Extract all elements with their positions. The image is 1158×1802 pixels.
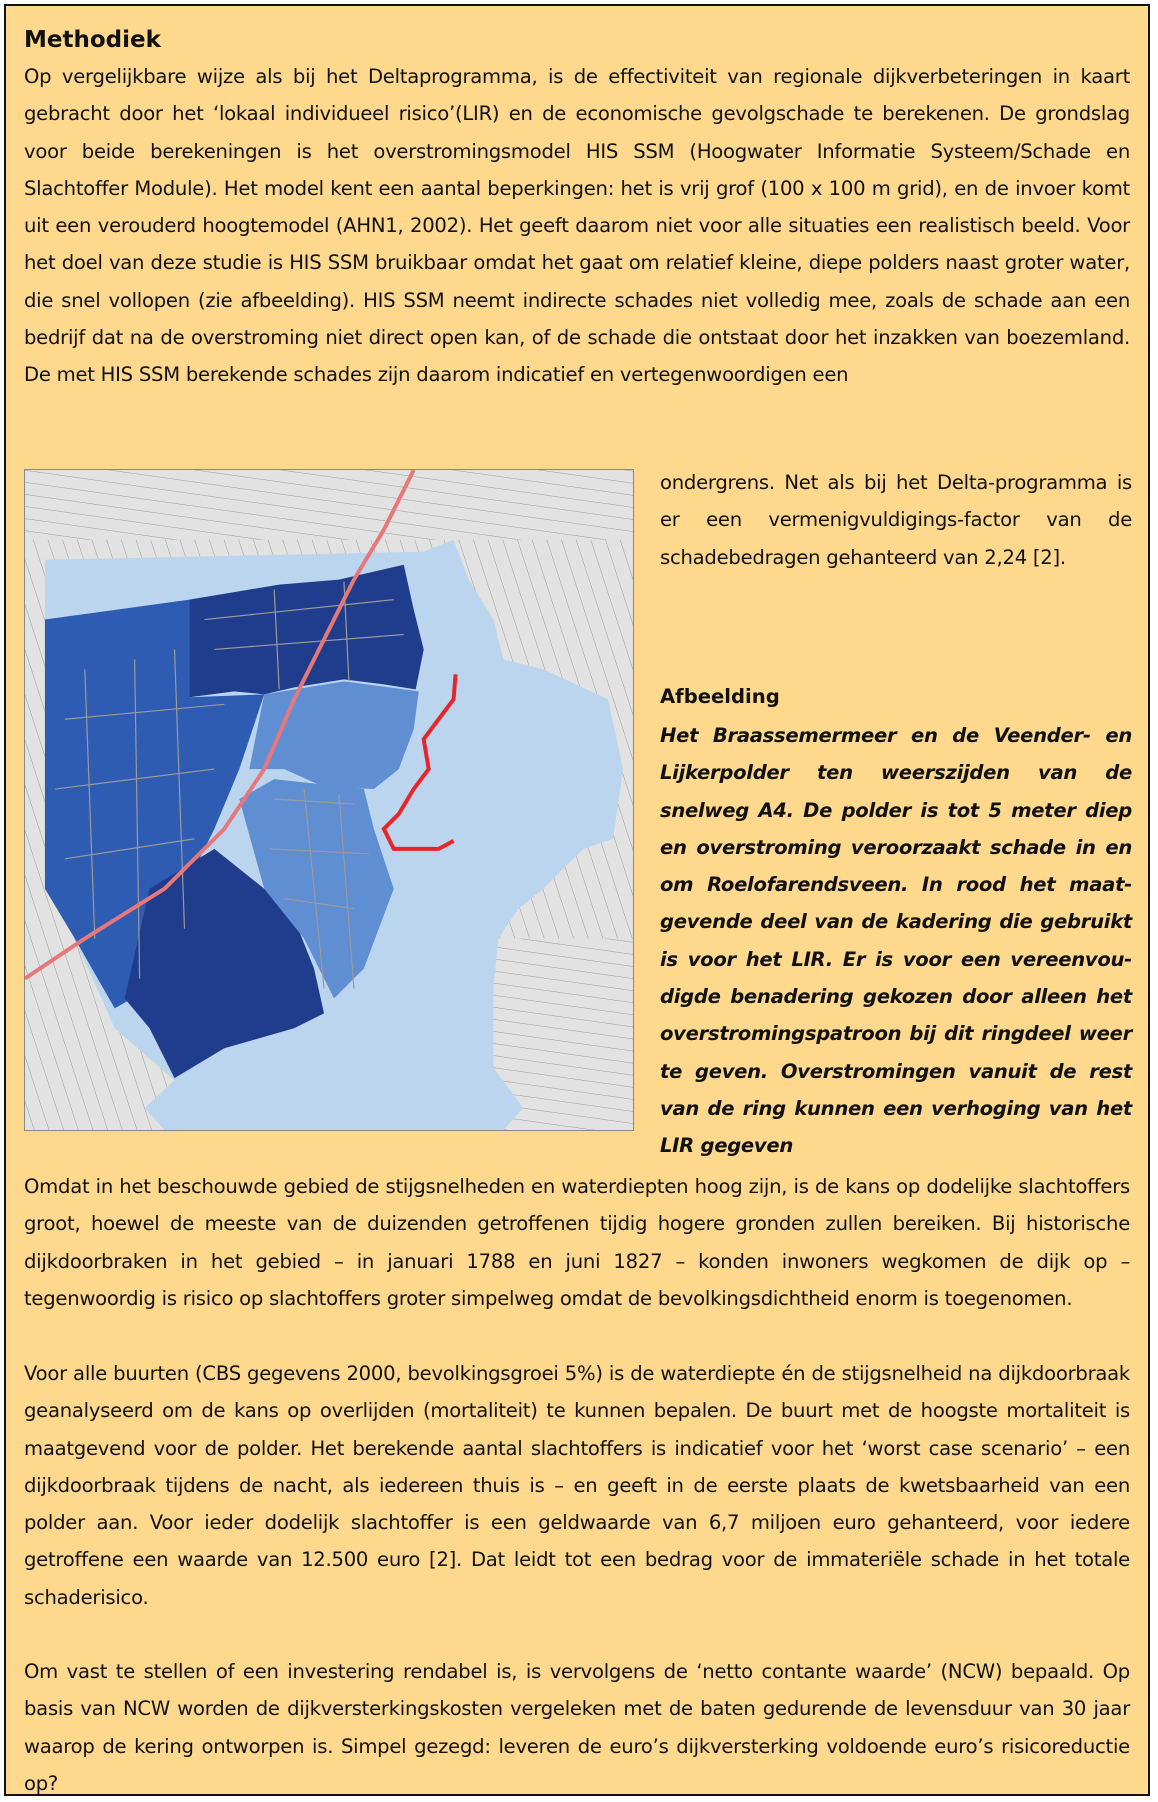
paragraph-slachtoffers: Omdat in het beschouwde gebied de stijgsnelheden en waterdiepten hoog zijn, is de kans op dodelijke slachtoffers groot, hoewel de meeste van de duizenden getroffenen tijdig hogere gronden zullen bereiken. Bij historische dijkdoorbraken in het gebied – in januari 1788 en juni 1827 – konden inwoners wegkomen de dijk op – tegenwoordig is risico op slachtoffers groter simpelweg omdat de bevolkingsdichtheid enorm is toegenomen. xyxy=(24,1175,1130,1310)
land-parcels-north xyxy=(25,470,633,540)
figure-caption: Het Braassemermeer en de Veender- en Lijkerpolder ten weerszijden van de snelweg A4. De polder is tot 5 meter diep en overstroming veroorzaakt schade in en om Roelofarendsveen. In rood het maat-gevende deel van de kadering die gebruikt is voor het LIR. Er is voor een vereenvou-digde benadering gekozen door alleen het overstromingspatroon bij dit ringdeel weer te geven. Overstromingen vanuit de rest van de ring kunnen een verhoging van het LIR gegeven xyxy=(660,724,1132,1158)
side-paragraph: ondergrens. Net als bij het Delta-programma is er een vermenigvuldigings-factor van de schadebedragen gehanteerd van 2,24 [2]. xyxy=(660,471,1132,569)
figure-label: Afbeelding xyxy=(660,685,780,708)
intro-paragraph: Op vergelijkbare wijze als bij het Deltaprogramma, is de effectiviteit van regionale dijkverbeteringen in kaart gebracht door het ‘lokaal individueel risico’(LIR) en de economische gevolgschade te berekenen. De grondslag voor beide berekeningen is het overstromingsmodel HIS SSM (Hoogwater Informatie Systeem/Schade en Slachtoffer Module). Het model kent een aantal beperkingen: het is vrij grof (100 x 100 m grid), en de invoer komt uit een verouderd hoogtemodel (AHN1, 2002). Het geeft daarom niet voor alle situaties een realistisch beeld. Voor het doel van deze studie is HIS SSM bruikbaar omdat het gaat om relatief kleine, diepe polders naast groter water, die snel vollopen (zie afbeelding). HIS SSM neemt indirecte schades niet volledig mee, zoals de schade aan een bedrijf dat na de overstroming niet direct open kan, of de schade die ontstaat door het inzakken van boezemland. De met HIS SSM berekende schades zijn daarom indicatief en vertegenwoordigen een xyxy=(24,65,1130,387)
flood-map-image xyxy=(25,470,633,1130)
flood-map-figure xyxy=(24,469,634,1131)
paragraph-buurten: Voor alle buurten (CBS gegevens 2000, bevolkingsgroei 5%) is de waterdiepte én de stijgsnelheid na dijkdoorbraak geanalyseerd om de kans op overlijden (mortaliteit) te kunnen bepalen. De buurt met de hoogste mortaliteit is maatgevend voor de polder. Het berekende aantal slachtoffers is indicatief voor het ‘worst case scenario’ – een dijkdoorbraak tijdens de nacht, als iedereen thuis is – en geeft in de eerste plaats de kwetsbaarheid van een polder aan. Voor ieder dodelijk slachtoffer is een geldwaarde van 6,7 miljoen euro gehanteerd, voor iedere getroffene een waarde van 12.500 euro [2]. Dat leidt tot een bedrag voor de immateriële schade in het totale schaderisico. xyxy=(24,1362,1130,1609)
methodiek-box xyxy=(4,4,1150,1796)
section-heading: Methodiek xyxy=(24,27,161,53)
paragraph-ncw: Om vast te stellen of een investering rendabel is, is vervolgens de ‘netto contante waarde’ (NCW) bepaald. Op basis van NCW worden de dijkversterkingskosten vergeleken met de baten gedurende de levensduur van 30 jaar waarop de kering ontworpen is. Simpel gezegd: leveren de euro’s dijkversterking voldoende euro’s risicoreductie op? xyxy=(24,1660,1130,1795)
